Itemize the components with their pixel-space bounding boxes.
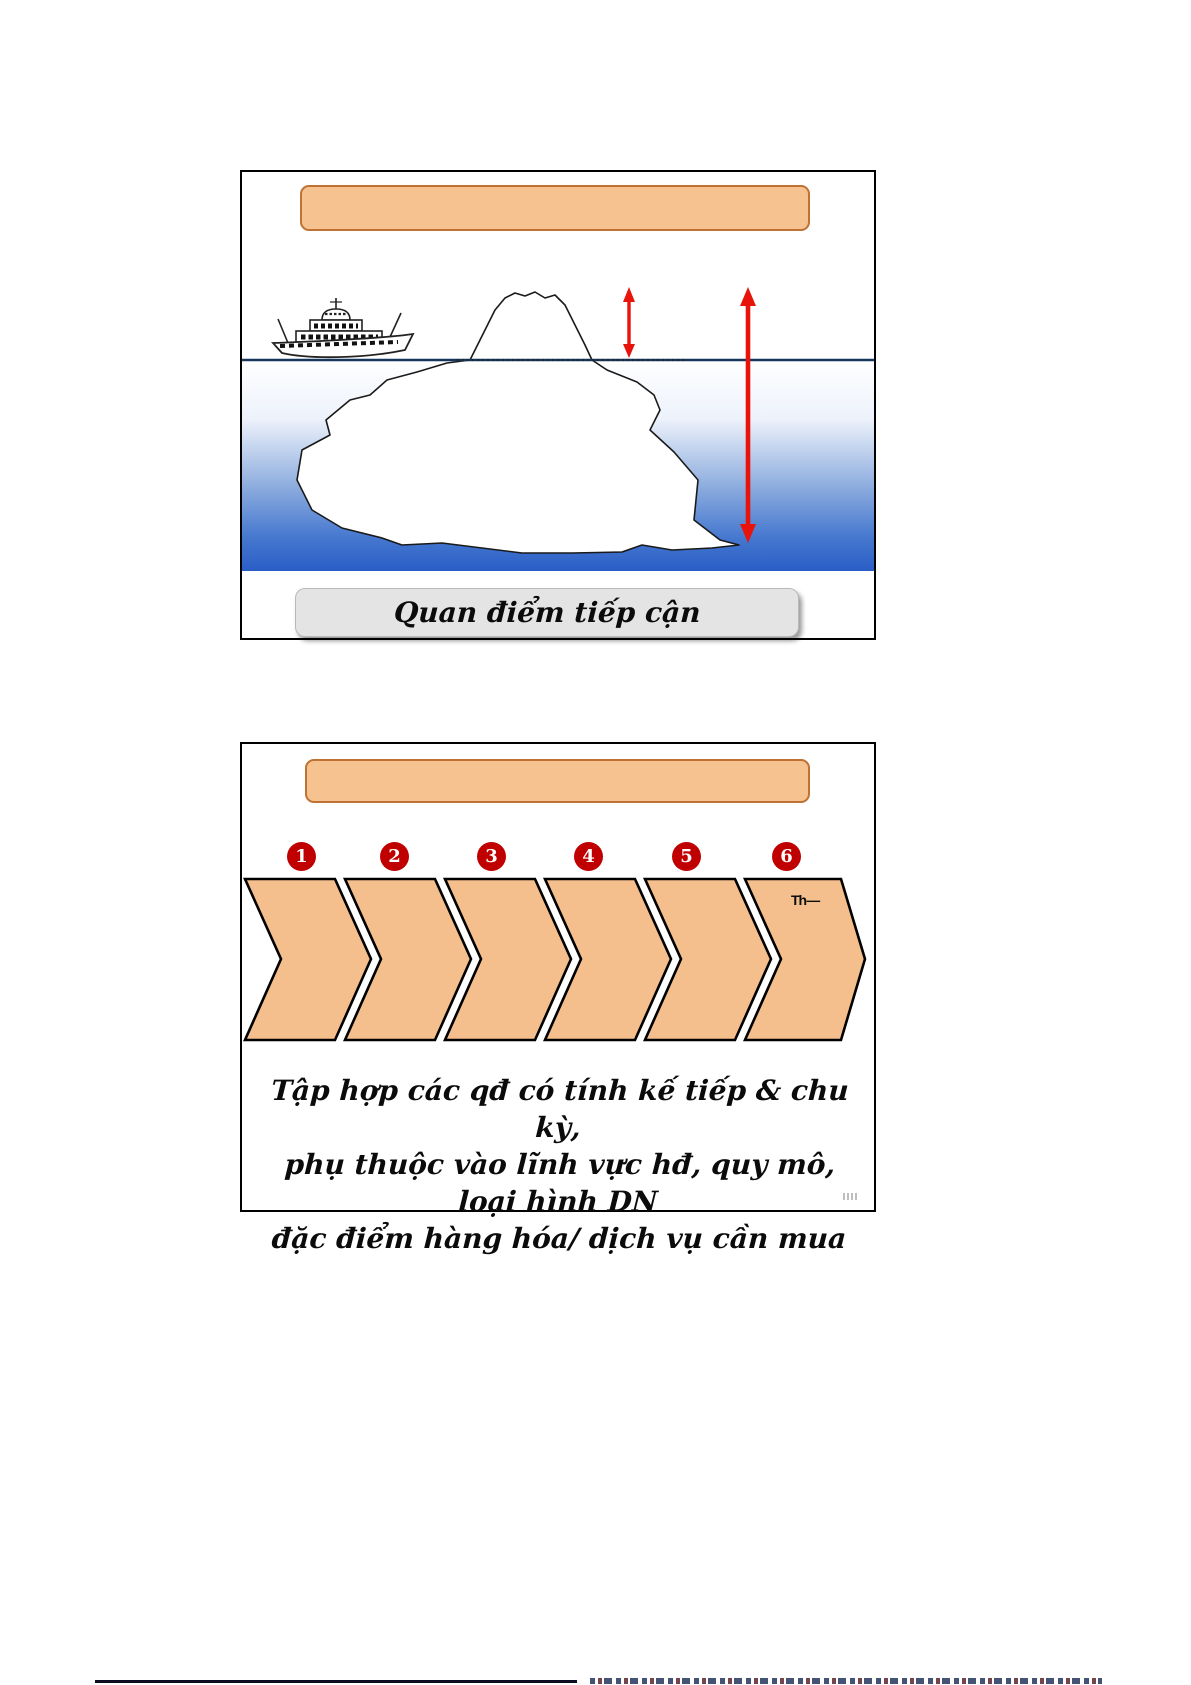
step-number-4: 4 — [582, 845, 595, 867]
step-number-badge-6 — [772, 842, 801, 871]
footer-illegible-text — [590, 1678, 1102, 1684]
tip-height-arrow-icon — [623, 287, 635, 358]
slide-page-mark — [843, 1193, 858, 1200]
slide-2-title-banner — [305, 759, 810, 803]
slide-2 — [240, 742, 876, 1255]
slide-1-caption-banner — [295, 588, 799, 637]
process-chevrons — [243, 877, 875, 1042]
step6-fragment-text: Th–– — [791, 892, 820, 908]
slide-2-caption — [252, 1072, 866, 1257]
ship-icon — [273, 298, 413, 357]
step-number-2: 2 — [388, 845, 401, 867]
process-chevron-1 — [245, 879, 371, 1040]
step-number-badge-2 — [380, 842, 409, 871]
step-number-6: 6 — [780, 845, 793, 867]
step-number-badge-1 — [287, 842, 316, 871]
slide-2-caption-line-1: Tập hợp các qđ có tính kế tiếp & chu kỳ, — [270, 1074, 850, 1144]
slide-1-caption-text: Quan điểm tiếp cận — [392, 596, 702, 629]
step-number-badge-5 — [672, 842, 701, 871]
step-number-3: 3 — [485, 845, 498, 867]
step-number-badge-3 — [477, 842, 506, 871]
footer-rule — [95, 1680, 577, 1683]
step-number-1: 1 — [295, 845, 308, 867]
step-number-5: 5 — [680, 845, 693, 867]
slide-1 — [240, 170, 876, 640]
step-number-badge-4 — [574, 842, 603, 871]
slide-2-caption-line-3: đặc điểm hàng hóa/ dịch vụ cần mua — [270, 1222, 848, 1255]
slide-2-caption-line-2: phụ thuộc vào lĩnh vực hđ, quy mô, loại hình DN — [283, 1148, 837, 1218]
iceberg-scene — [242, 230, 874, 572]
slide-1-title-banner — [300, 185, 810, 231]
